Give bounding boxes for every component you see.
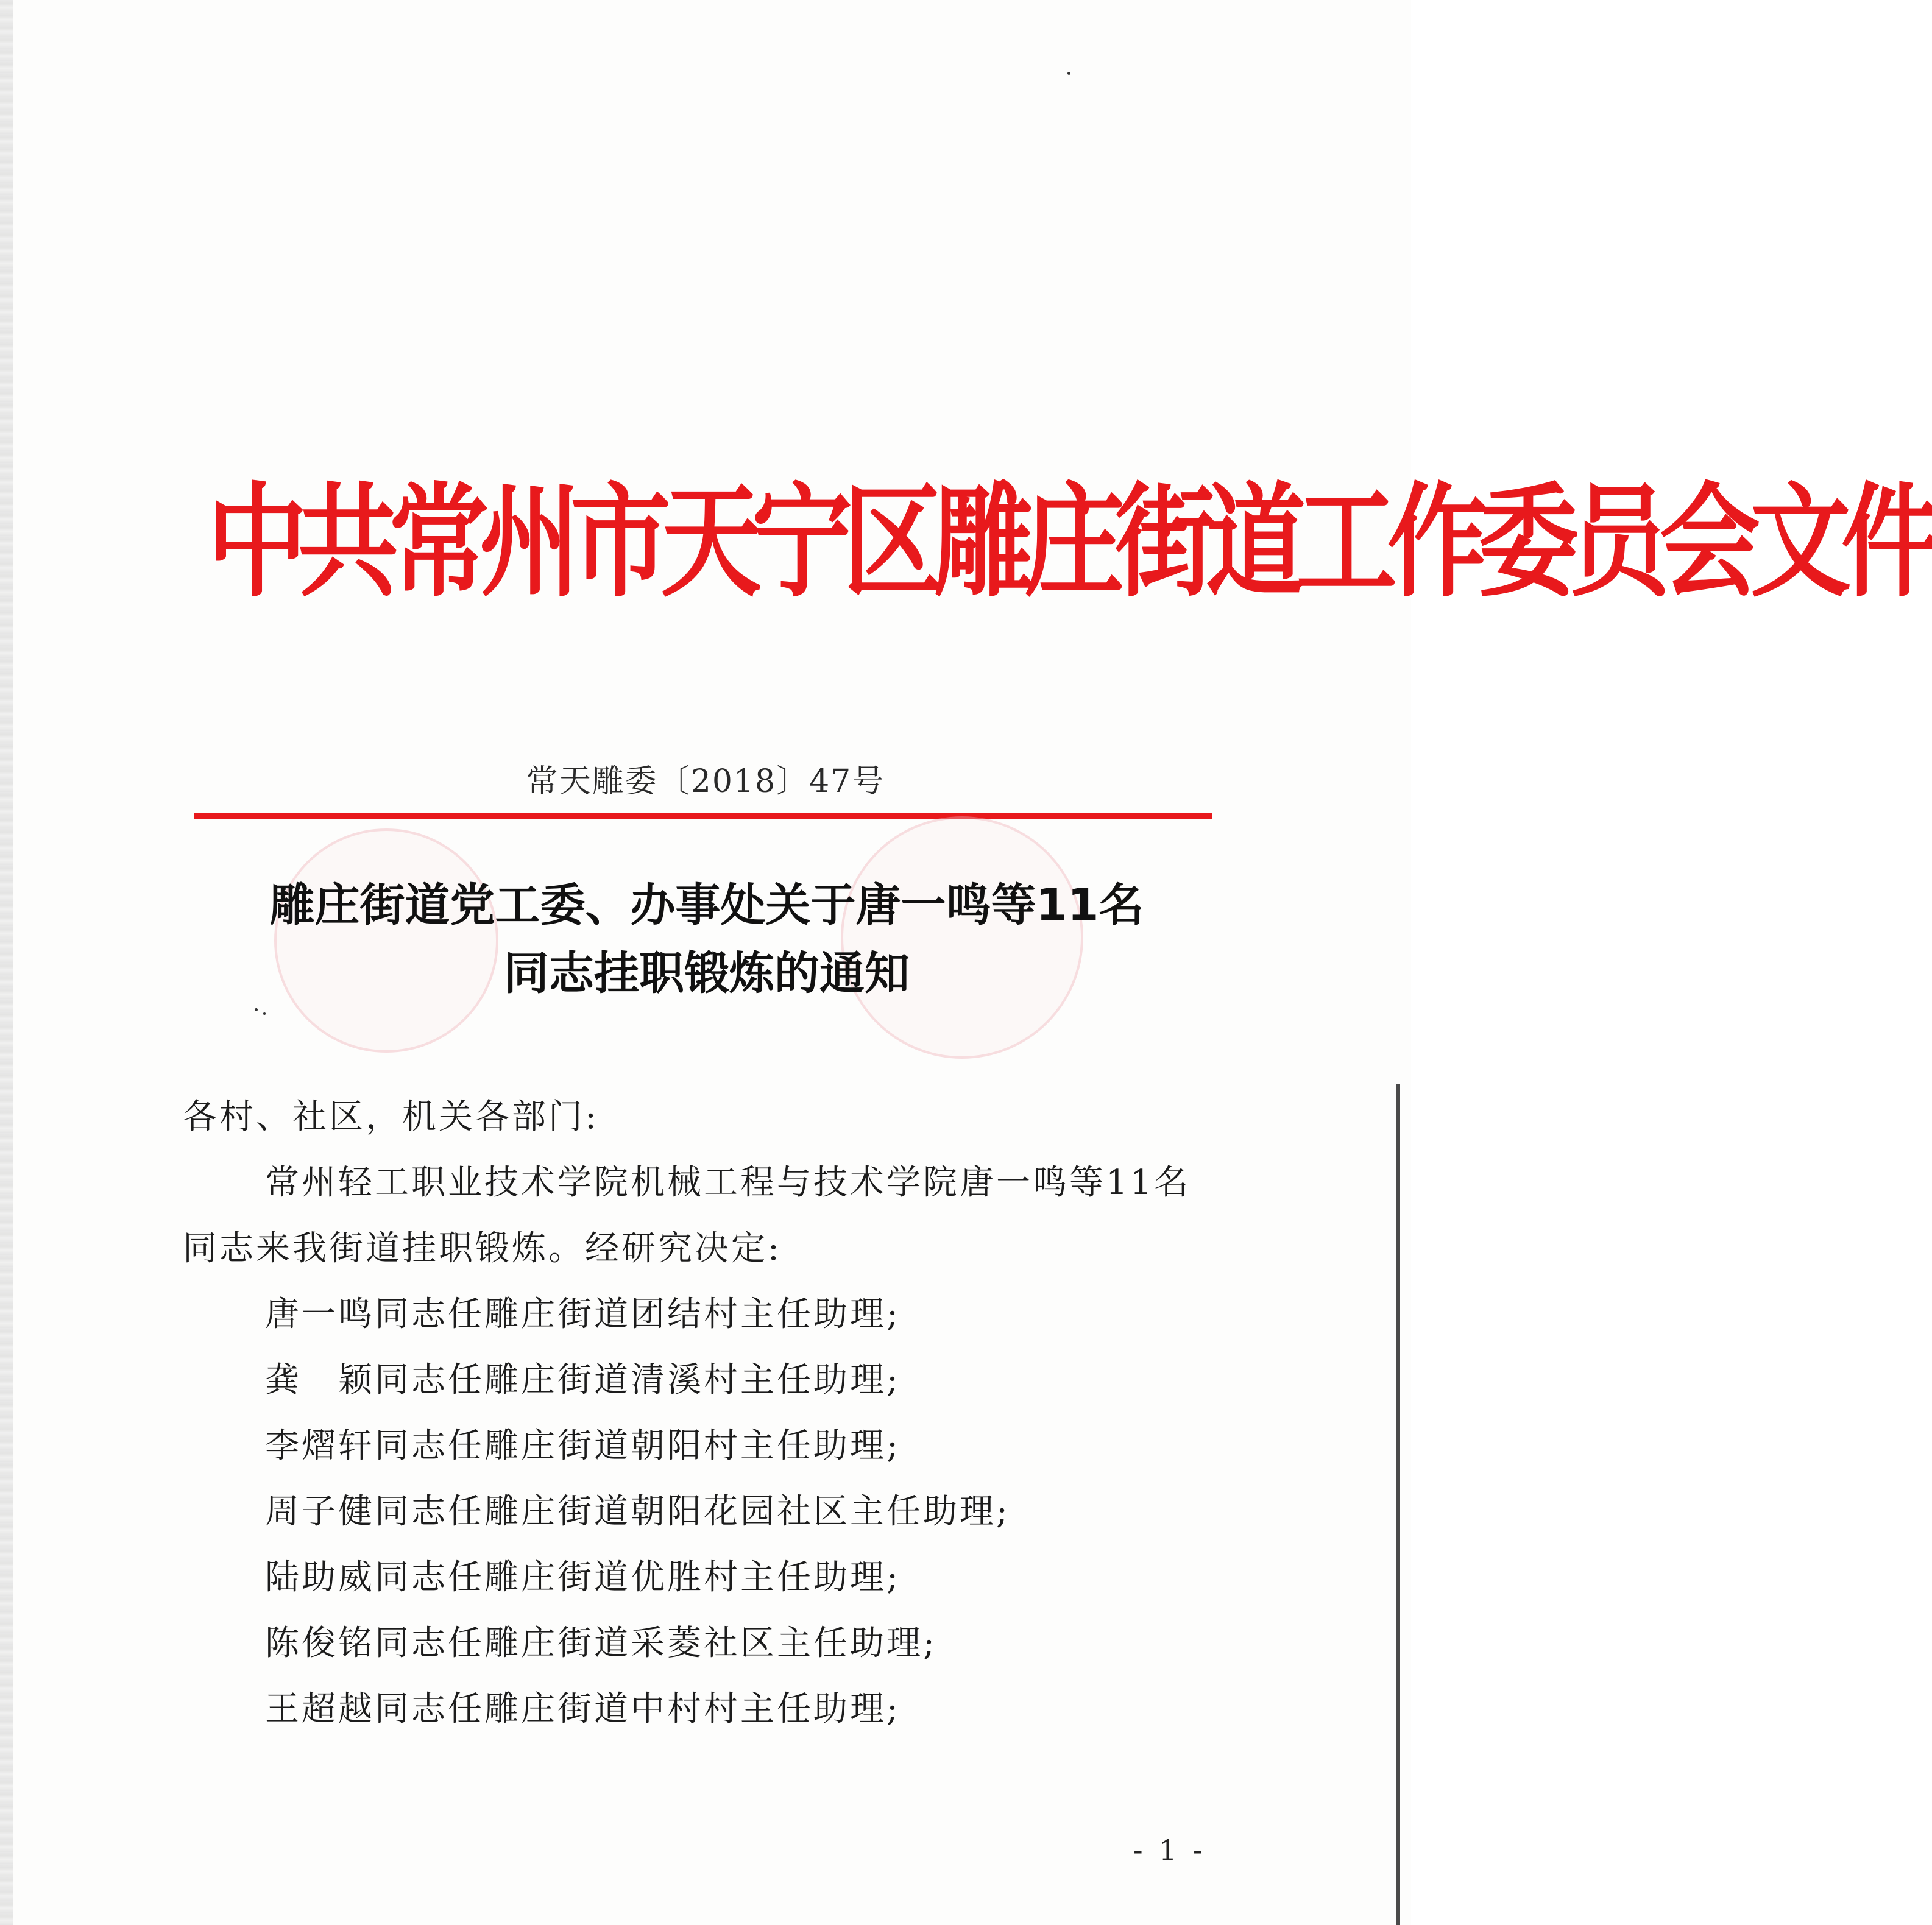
appointment-item: 陆助威同志任雕庄街道优胜村主任助理; <box>265 1558 901 1597</box>
org-header-title: 中共常州市天宁区雕庄街道工作委员会文件 <box>207 470 1932 614</box>
scan-speck <box>255 1008 258 1011</box>
scan-speck <box>263 1012 266 1015</box>
page-number: - 1 - <box>1133 1834 1206 1867</box>
appointment-item: 李熠轩同志任雕庄街道朝阳村主任助理; <box>265 1426 901 1466</box>
notice-title <box>158 871 1255 1008</box>
paragraph-line-2: 同志来我街道挂职锻炼。经研究决定: <box>183 1229 782 1268</box>
notice-body <box>183 1084 1231 1742</box>
appointment-item: 周子健同志任雕庄街道朝阳花园社区主任助理; <box>265 1492 1010 1531</box>
binding-edge <box>0 0 13 1925</box>
salutation: 各村、社区，机关各部门: <box>183 1097 599 1137</box>
scan-edge-shadow <box>1396 1084 1400 1925</box>
notice-title-line-1: 雕庄街道党工委、办事处关于唐一鸣等11名 <box>269 879 1144 931</box>
scan-speck <box>1067 72 1070 75</box>
document-number: 常天雕委〔2018〕47号 <box>526 763 885 800</box>
paragraph-line-1: 常州轻工职业技术学院机械工程与技术学院唐一鸣等11名 <box>265 1163 1191 1203</box>
appointment-item: 唐一鸣同志任雕庄街道团结村主任助理; <box>265 1295 901 1334</box>
appointment-item: 陈俊铭同志任雕庄街道采菱社区主任助理; <box>265 1623 937 1663</box>
appointment-item: 龚 颖同志任雕庄街道清溪村主任助理; <box>265 1360 901 1400</box>
notice-title-line-2: 同志挂职锻炼的通知 <box>504 947 910 1000</box>
red-separator-rule <box>194 813 1212 819</box>
appointment-item: 王超越同志任雕庄街道中村村主任助理; <box>265 1689 901 1729</box>
